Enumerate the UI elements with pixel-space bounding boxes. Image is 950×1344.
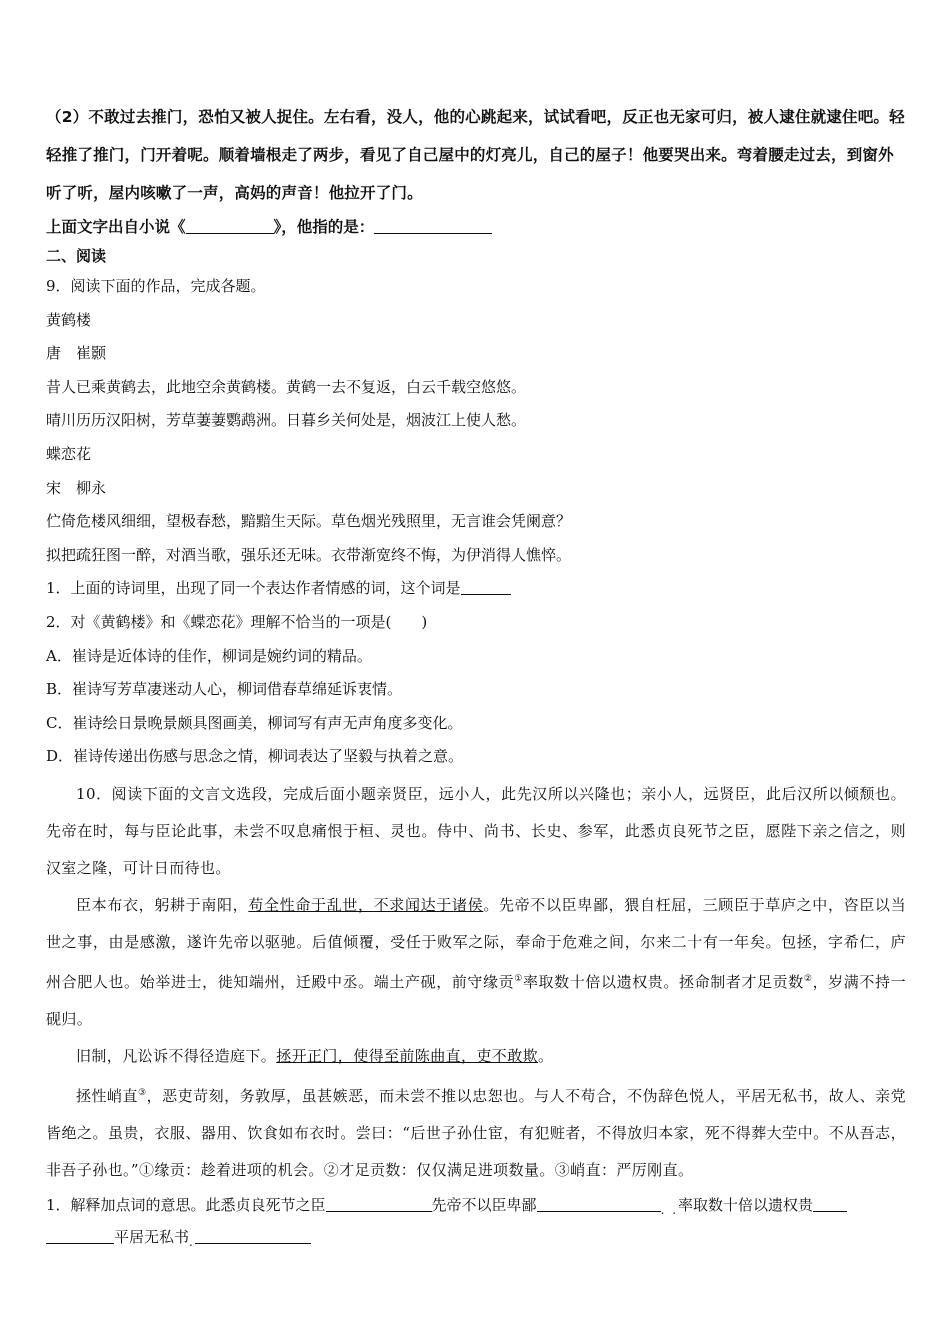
option-a[interactable]: A．崔诗是近体诗的佳作，柳词是婉约词的精品。: [46, 646, 372, 665]
poem1-line-2: 晴川历历汉阳树，芳草萋萋鹦鹉洲。日暮乡关何处是，烟波江上使人愁。: [46, 411, 527, 430]
footnote-2-mark: ②: [803, 973, 813, 984]
q10-p3-underlined: 拯开正门，使得至前陈曲直，吏不敢欺: [276, 1046, 539, 1065]
q10-para-3: [46, 1038, 906, 1075]
passage-question-middle: 》，他指的是：: [273, 218, 375, 236]
q10-p4-start: 拯性峭直: [76, 1086, 139, 1105]
q9-sub2: 2．对《黄鹤楼》和《蝶恋花》理解不恰当的一项是( ): [46, 612, 428, 631]
passage-question-prefix: 上面文字出自小说《: [46, 218, 186, 236]
section-title: 二、阅读: [46, 247, 107, 265]
q10-p2-underlined: 苟全性命于乱世，不求闻达于诸侯: [248, 895, 484, 914]
q10-p3-start: 旧制，凡讼诉不得径造庭下。: [76, 1046, 277, 1065]
q10-para-1: 10．阅读下面的文言文选段，完成后面小题亲贤臣，远小人，此先汉所以兴隆也；亲小人，远贤臣，此后汉所以倾颓也。先帝在时，每与臣论此事，未尝不叹息痛恨于桓、灵也。侍中、尚书、长史、参军，此悉贞良死节之臣，愿陛下亲之信之，则汉室之隆，可计日而待也。: [46, 784, 906, 877]
q10-para-2: [46, 887, 906, 1038]
poem2-author: 宋 柳永: [46, 478, 107, 497]
q10-sub1-word2: 先帝不以臣卑鄙: [431, 1195, 537, 1214]
document-page: [46, 98, 906, 1253]
emphasis-dot: .: [189, 1234, 195, 1249]
q10-p4-body: ，恶吏苛刻，务敦厚，虽甚嫉恶，而未尝不推以忠恕也。与人不苟合，不伪辞色悦人，平居无私书，故人、亲党皆绝之。虽贵，衣服、器用、饮食如布衣时。尝曰：“后世子孙仕宦，有犯赃者，不得放归本家，死不得葬大茔中。不从吾志，非吾子孙也。”①缘贡：趁着进项的机会。②才足贡数：仅仅满足进项数量。③峭直：严厉刚直。: [46, 1086, 907, 1179]
q10-p3-end: 。: [538, 1046, 554, 1065]
q10-blank-3b[interactable]: [46, 1228, 114, 1244]
q10-p2-mid2: 率取数十倍以遗权贵。拯命制者才足贡数: [522, 972, 804, 991]
option-b[interactable]: B．崔诗写芳草凄迷动人心，柳词借春草绵延诉衷情。: [46, 680, 403, 699]
option-c[interactable]: C．崔诗绘日景晚景颇具图画美，柳词写有声无声角度多变化。: [46, 713, 463, 732]
emphasis-dots: . .: [660, 1202, 679, 1217]
q10-para-4: [46, 1075, 906, 1189]
q10-p2-end: ，岁满不持一砚归。: [46, 972, 907, 1028]
character-blank[interactable]: [374, 218, 492, 235]
q9-sub1-text: 1．上面的诗词里，出现了同一个表达作者情感的词，这个词是: [46, 579, 461, 598]
novel-title-blank[interactable]: [186, 218, 274, 235]
q10-blank-4[interactable]: [195, 1228, 311, 1244]
poem2-title: 蝶恋花: [46, 444, 92, 463]
q10-p2-mid: 。先帝不以臣卑鄙，猥自枉屈，三顾臣于草庐之中，咨臣以当世之事，由是感激，遂许先帝以驱驰。后值倾覆，受任于败军之际，奉命于危难之间，尔来二十有一年矣。包拯，字希仁，庐州合肥人也。始举进士，徙知端州，迁殿中丞。端土产砚，前守缘贡: [46, 895, 906, 991]
poem2-line-2: 拟把疏狂图一醉，对酒当歌，强乐还无味。衣带渐宽终不悔，为伊消得人憔悴。: [46, 545, 572, 564]
poem1-author: 唐 崔颢: [46, 344, 107, 363]
poem1-line-1: 昔人已乘黄鹤去，此地空余黄鹤楼。黄鹤一去不复返，白云千载空悠悠。: [46, 377, 527, 396]
q9-sub1-blank[interactable]: [461, 579, 511, 595]
poem1-title: 黄鹤楼: [46, 310, 92, 329]
footnote-1-mark: ①: [514, 973, 523, 984]
footnote-3-mark: ③: [138, 1087, 147, 1098]
option-d[interactable]: D．崔诗传递出伤感与思念之情，柳词表达了坚毅与执着之意。: [46, 747, 464, 766]
q10-sub1-word4: 平居无私书: [114, 1227, 190, 1246]
passage-question: [46, 212, 906, 242]
q10-sub1-word3: 率取数十倍以遗权贵: [678, 1195, 814, 1214]
q10-blank-1[interactable]: [326, 1196, 432, 1212]
q10-sub1-cont: [46, 1221, 906, 1253]
q10-blank-3a[interactable]: [813, 1196, 847, 1212]
q10-sub1-word1: 1．解释加点词的意思。此悉贞良死节之臣: [46, 1195, 326, 1214]
q10-blank-2[interactable]: [537, 1196, 661, 1212]
poem2-line-1: 伫倚危楼风细细，望极春愁，黯黯生天际。草色烟光残照里，无言谁会凭阑意？: [46, 512, 572, 531]
q10-p2-start: 臣本布衣，躬耕于南阳，: [76, 895, 249, 914]
q9-intro: 9．阅读下面的作品，完成各题。: [46, 277, 266, 295]
q10-sub1: [46, 1189, 906, 1221]
q9-sub1: [46, 572, 906, 606]
passage-paragraph: （2）不敢过去推门，恐怕又被人捉住。左右看，没人，他的心跳起来，试试看吧，反正也无家可归，被人逮住就逮住吧。轻轻推了推门，门开着呢。顺着墙根走了两步，看见了自己屋中的灯亮儿，自己的屋子！他要哭出来。弯着腰走过去，到窗外听了听，屋内咳嗽了一声，高妈的声音！他拉开了门。: [46, 108, 905, 202]
